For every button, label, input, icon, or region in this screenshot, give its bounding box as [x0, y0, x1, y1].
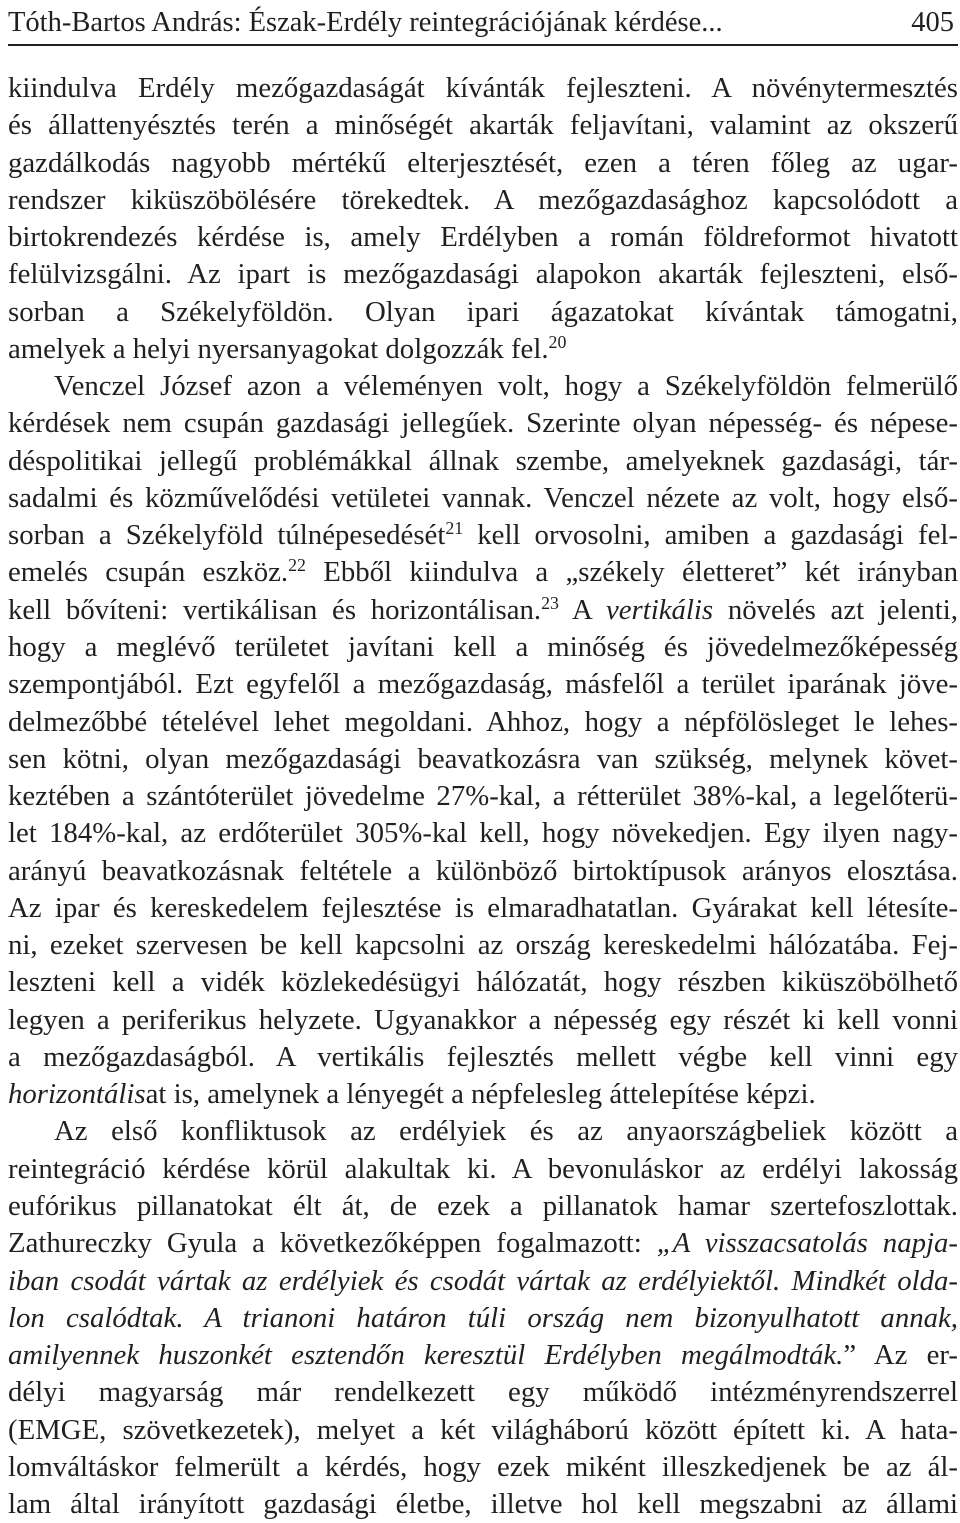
italic-text: amilyennek huszonkét esztendőn keresztül Erdélyben megálmodták.	[8, 1339, 844, 1372]
text-segment: növelés azt jelenti,	[713, 593, 958, 626]
text-line	[8, 554, 958, 591]
text-segment: Az első konfliktusok az erdélyiek és az anyaországbeliek között a	[54, 1115, 958, 1148]
text-segment: let 184%-kal, az erdőterület 305%-kal kell, hogy növekedjen. Egy ilyen nagy-	[8, 817, 958, 850]
text-segment: at is, amelynek a lényegét a népfelesleg áttelepítése képzi.	[145, 1078, 816, 1111]
text-line	[8, 331, 958, 368]
text-line	[8, 890, 958, 927]
text-line	[8, 256, 958, 293]
text-line	[8, 1300, 958, 1337]
text-line	[8, 741, 958, 778]
text-segment: (EMGE, szövetkezetek), melyet a két világháború között épített ki. A hata-	[8, 1413, 958, 1446]
text-segment: Az ipar és kereskedelem fejlesztése is elmaradhatatlan. Gyárakat kell létesíte-	[8, 891, 958, 924]
text-line	[8, 592, 958, 629]
text-segment: lam által irányított gazdasági életbe, illetve hol kell megszabni az állami	[8, 1488, 958, 1521]
text-segment: eufórikus pillanatokat élt át, de ezek a pillanatok hamar szertefoszlottak.	[8, 1189, 958, 1222]
text-line	[8, 1151, 958, 1188]
running-header	[8, 6, 954, 40]
text-line	[8, 704, 958, 741]
italic-text: lon csalódtak. A trianoni határon túli ország nem bizonyulhatott annak,	[8, 1301, 958, 1334]
text-segment: gazdálkodás nagyobb mértékű elterjesztését, ezen a téren főleg az ugar-	[8, 146, 958, 179]
header-rule	[8, 44, 958, 46]
text-segment: arányú beavatkozásnak feltétele a különböző birtoktípusok arányos elosztása.	[8, 854, 958, 887]
text-line	[8, 70, 958, 107]
footnote-ref: 23	[541, 592, 559, 613]
text-segment: hogy a meglévő területet javítani kell a minőség és jövedelmezőképesség	[8, 630, 958, 663]
text-segment: ni, ezeket szervesen be kell kapcsolni az ország kereskedelmi hálózatába. Fej-	[8, 929, 958, 962]
text-segment: lomváltáskor felmerült a kérdés, hogy ezek miként illeszkedjenek be az ál-	[8, 1450, 958, 1483]
text-segment: ” Az er-	[843, 1339, 958, 1372]
text-line	[8, 1412, 958, 1449]
text-segment: sorban a Székelyföld túlnépesedését	[8, 519, 446, 552]
text-line	[8, 1337, 958, 1374]
text-segment: déspolitikai jellegű problémákkal állnak szembe, amelyeknek gazdasági, tár-	[8, 444, 958, 477]
text-segment: A	[558, 593, 606, 626]
text-line	[8, 1039, 958, 1076]
text-segment: rendszer kiküszöbölésére törekedtek. A mezőgazdasághoz kapcsolódott a	[8, 183, 958, 216]
text-line	[8, 294, 958, 331]
text-segment: kérdések nem csupán gazdasági jellegűek. Szerinte olyan népesség- és népese-	[8, 407, 958, 440]
text-segment: leszteni kell a vidék közlekedésügyi hálózatát, hogy részben kiküszöbölhető	[8, 966, 958, 999]
text-line	[8, 1225, 958, 1262]
text-line	[8, 182, 958, 219]
italic-text: vertikális	[605, 593, 714, 626]
text-line	[8, 1449, 958, 1486]
text-line	[8, 1002, 958, 1039]
text-segment: birtokrendezés kérdése is, amely Erdélyben a román földreformot hivatott	[8, 221, 958, 254]
text-line	[8, 1113, 958, 1150]
text-segment: sadalmi és közművelődési vetületei vannak. Venczel nézete az volt, hogy első-	[8, 481, 958, 514]
text-segment: kell orvosolni, amiben a gazdasági fel-	[463, 519, 958, 552]
text-line	[8, 1263, 958, 1300]
text-segment: keztében a szántóterület jövedelme 27%-kal, a rétterület 38%-kal, a legelőterü-	[8, 780, 958, 813]
text-line	[8, 629, 958, 666]
text-segment: szempontjából. Ezt egyfelől a mezőgazdaság, másfelől a terület iparának jöve-	[8, 668, 958, 701]
text-segment: a mezőgazdaságból. A vertikális fejlesztés mellett végbe kell vinni egy	[8, 1040, 958, 1073]
text-line	[8, 107, 958, 144]
text-line	[8, 1486, 958, 1523]
text-segment: delmezőbbé tételével lehet megoldani. Ahhoz, hogy a népfölösleget le lehes-	[8, 705, 958, 738]
text-line	[8, 1076, 958, 1113]
italic-text: horizontális	[8, 1078, 146, 1111]
italic-text: iban csodát vártak az erdélyiek és csodát vártak az erdélyiektől. Mindkét olda-	[8, 1264, 958, 1297]
text-segment: reintegráció kérdése körül alakultak ki. A bevonuláskor az erdélyi lakosság	[8, 1152, 958, 1185]
text-line	[8, 778, 958, 815]
text-line	[8, 1374, 958, 1411]
text-line	[8, 517, 958, 554]
text-segment: emelés csupán eszköz.	[8, 556, 289, 589]
body-text	[8, 70, 958, 1523]
footnote-ref: 21	[445, 518, 464, 539]
text-segment: kell bővíteni: vertikálisan és horizontálisan.	[8, 593, 542, 626]
text-line	[8, 964, 958, 1001]
text-segment: délyi magyarság már rendelkezett egy működő intézményrendszerrel	[8, 1376, 958, 1409]
text-line	[8, 368, 958, 405]
text-segment: amelyek a helyi nyersanyagokat dolgozzák fel.	[8, 332, 549, 365]
text-line	[8, 1188, 958, 1225]
italic-text: „A visszacsatolás napja-	[656, 1227, 958, 1260]
text-line	[8, 666, 958, 703]
text-segment: legyen a periferikus helyzete. Ugyanakkor a népesség egy részét ki kell vonni	[8, 1003, 958, 1036]
running-title: Tóth-Bartos András: Észak-Erdély reintegrációjának kérdése...	[8, 7, 723, 38]
page-number: 405	[911, 7, 954, 38]
text-segment: sen kötni, olyan mezőgazdasági beavatkozásra van szükség, melynek követ-	[8, 742, 958, 775]
text-segment: kiindulva Erdély mezőgazdaságát kívánták fejleszteni. A növénytermesztés	[8, 72, 958, 104]
text-line	[8, 219, 958, 256]
text-line	[8, 927, 958, 964]
text-segment: Venczel József azon a véleményen volt, hogy a Székelyföldön felmerülő	[54, 370, 958, 403]
text-segment: Ebből kiindulva a „székely életteret” két irányban	[305, 556, 958, 589]
footnote-ref: 20	[548, 332, 567, 353]
text-line	[8, 815, 958, 852]
text-line	[8, 443, 958, 480]
text-segment: sorban a Székelyföldön. Olyan ipari ágazatokat kívántak támogatni,	[8, 295, 958, 328]
text-segment: Zathureczky Gyula a következőképpen fogalmazott:	[8, 1227, 657, 1260]
text-segment: és állattenyésztés terén a minőségét akarták feljavítani, valamint az okszerű	[8, 109, 958, 142]
text-line	[8, 853, 958, 890]
footnote-ref: 22	[288, 555, 306, 576]
text-segment: felülvizsgálni. Az ipart is mezőgazdasági alapokon akarták fejleszteni, első-	[8, 258, 958, 291]
text-line	[8, 480, 958, 517]
text-line	[8, 145, 958, 182]
text-line	[8, 405, 958, 442]
